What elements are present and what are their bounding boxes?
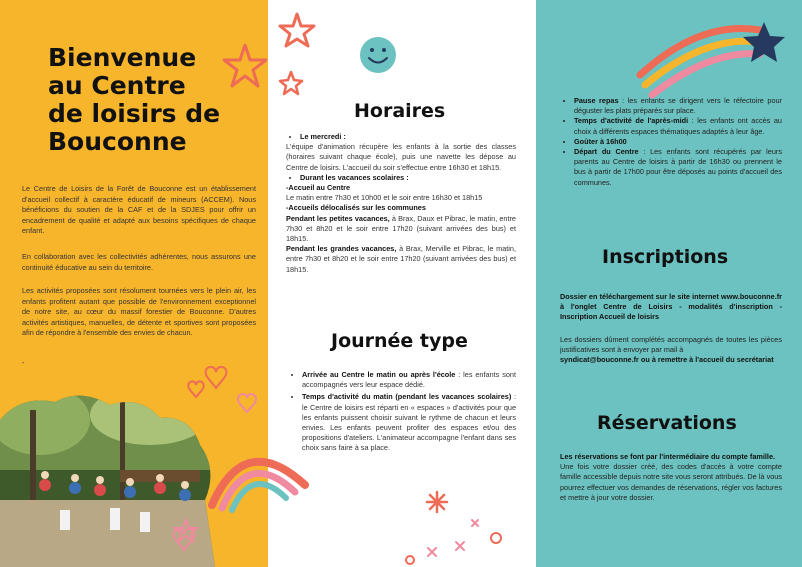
heart-icon: [206, 367, 227, 388]
inscriptions-heading: Inscriptions: [602, 246, 729, 268]
reservations-details-text: Une fois votre dossier créé, des codes d'accès à votre compte famille accessible depuis notre site vous seront attribués. De là vous pourrez effectuer vos demandes de réservations, régler vos factures et mettre à jour votre dossier.: [560, 462, 782, 502]
title-line: au Centre: [48, 71, 186, 100]
title-line: Bouconne: [48, 127, 187, 156]
depart-text: : Les enfants sont récupérés par leurs parents au Centre de loisirs à partir de 16h30 ou prennent le bus à partir de 17h00 pour être déposés au points d'accueil des communes.: [574, 147, 782, 187]
heart-icon: [188, 381, 204, 397]
mercredi-label: Le mercredi :: [300, 132, 346, 141]
dot-icon: [406, 556, 414, 564]
depart-label: Départ du Centre: [574, 147, 639, 157]
petites-vacances-text: à Brax, Daux et Pibrac, le matin, entre 7h30 et 8h20 et le soir entre 17h20 (suivant arrivées des bus) et 18h15.: [286, 213, 516, 244]
mercredi-text: L'équipe d'animation récupère les enfants à la sortie des classes (horaires suivant chaque école), puis une navette les dépose au Centre de loisirs. L'accueil du soir s'effectue entre 16h30 et 18h15.: [286, 142, 516, 172]
title-line: Bienvenue: [48, 43, 197, 72]
journee-type-heading: Journée type: [331, 330, 468, 352]
rainbow-icon: [212, 462, 305, 510]
inscriptions-email-text[interactable]: syndicat@bouconne.fr ou à remettre à l'accueil du secrétariat: [560, 355, 774, 365]
star-icon: [224, 45, 266, 86]
star-icon: [280, 14, 314, 46]
vacances-label: Durant les vacances scolaires :: [300, 172, 409, 182]
dot-icon: [491, 533, 501, 543]
apres-midi-text: : les enfants ont accès au choix à différents espaces thématiques adaptés à leur âge.: [574, 116, 782, 136]
arrivee-text: : les enfants sont accompagnés vers leur espace dédié.: [302, 370, 516, 390]
grandes-vacances-text: à Brax, Merville et Pibrac, le matin, entre 7h30 et 8h20 et le soir entre 17h20 (suivant arrivées des bus) et 18h15.: [286, 244, 516, 274]
horaires-heading: Horaires: [354, 100, 446, 122]
activite-matin-label: Temps d'activité du matin (pendant les vacances scolaires): [302, 392, 512, 402]
accueil-centre-text: Le matin entre 7h30 et 10h00 et le soir entre 16h30 et 18h15: [286, 193, 483, 203]
collaboration-paragraph: En collaboration avec les collectivités adhérentes, nous assurons une continuité éducative au sein du territoire.: [22, 252, 256, 272]
grandes-vacances-label: Pendant les grandes vacances,: [286, 244, 397, 254]
inscriptions-send-text: Les dossiers dûment complétés accompagnés de toutes les pièces justificatives sont à envoyer par mail à: [560, 334, 782, 354]
title-line: de loisirs de: [48, 99, 221, 128]
dash-text: -: [22, 358, 25, 367]
apres-midi-label: Temps d'activité de l'après-midi: [574, 116, 689, 126]
intro-paragraph: Le Centre de Loisirs de la Forêt de Bouconne est un établissement d'accueil collectif à caractère éducatif de mineurs (ACCEM). Nous bénéficions du soutien de la CAF et de la SDJES pour offrir un encadrement de qualité et adapté aux besoins spécifiques de chaque enfant.: [22, 184, 256, 236]
gouter-label: Goûter à 16h00: [574, 136, 627, 146]
smiley-icon: [360, 37, 396, 73]
activite-matin-text: : le Centre de loisirs est réparti en « espaces » d'activités pour que les enfants puissent choisir suivant le rythme de chacun et leurs envies. Les enfants peuvent profiter des espaces et/ou des propositions d'ateliers. L'animateur accompagne l'enfant dans ses choix sans faire à sa place.: [302, 392, 516, 453]
sparkle-icon: [428, 520, 478, 556]
activities-paragraph: Les activités proposées sont résolument tournées vers le plein air, les enfants profitent autant que possible de l'environnement exceptionnel de notre site, au cœur du massif forestier de Bouconne. D'autres activités artistiques, manuelles, de détente et sportives sont proposées afin de répondre à l'ensemble des envies de chacun.: [22, 286, 256, 338]
inscriptions-download-text: Dossier en téléchargement sur le site internet www.bouconne.fr à l'onglet Centre de Loisirs - modalités d'inscription - Inscription Accueil de loisirs: [560, 292, 782, 322]
delocalises-label: -Accueils délocalisés sur les communes: [286, 203, 426, 213]
star-icon: [280, 72, 302, 94]
reservations-heading: Réservations: [597, 412, 737, 434]
heart-icon: [238, 394, 256, 412]
pause-repas-text: : les enfants se dirigent vers le réfectoire pour déguster les plats préparés sur place.: [574, 96, 782, 116]
reservations-account-text: Les réservations se font par l'intermédiaire du compte famille.: [560, 452, 776, 461]
accueil-centre-label: -Accueil au Centre: [286, 183, 351, 193]
arrivee-label: Arrivée au Centre le matin ou après l'école: [302, 370, 456, 379]
pause-repas-label: Pause repas: [574, 96, 619, 105]
shooting-star-icon: [640, 22, 785, 95]
petites-vacances-label: Pendant les petites vacances,: [286, 213, 390, 223]
sparkle-icon: [427, 492, 447, 512]
